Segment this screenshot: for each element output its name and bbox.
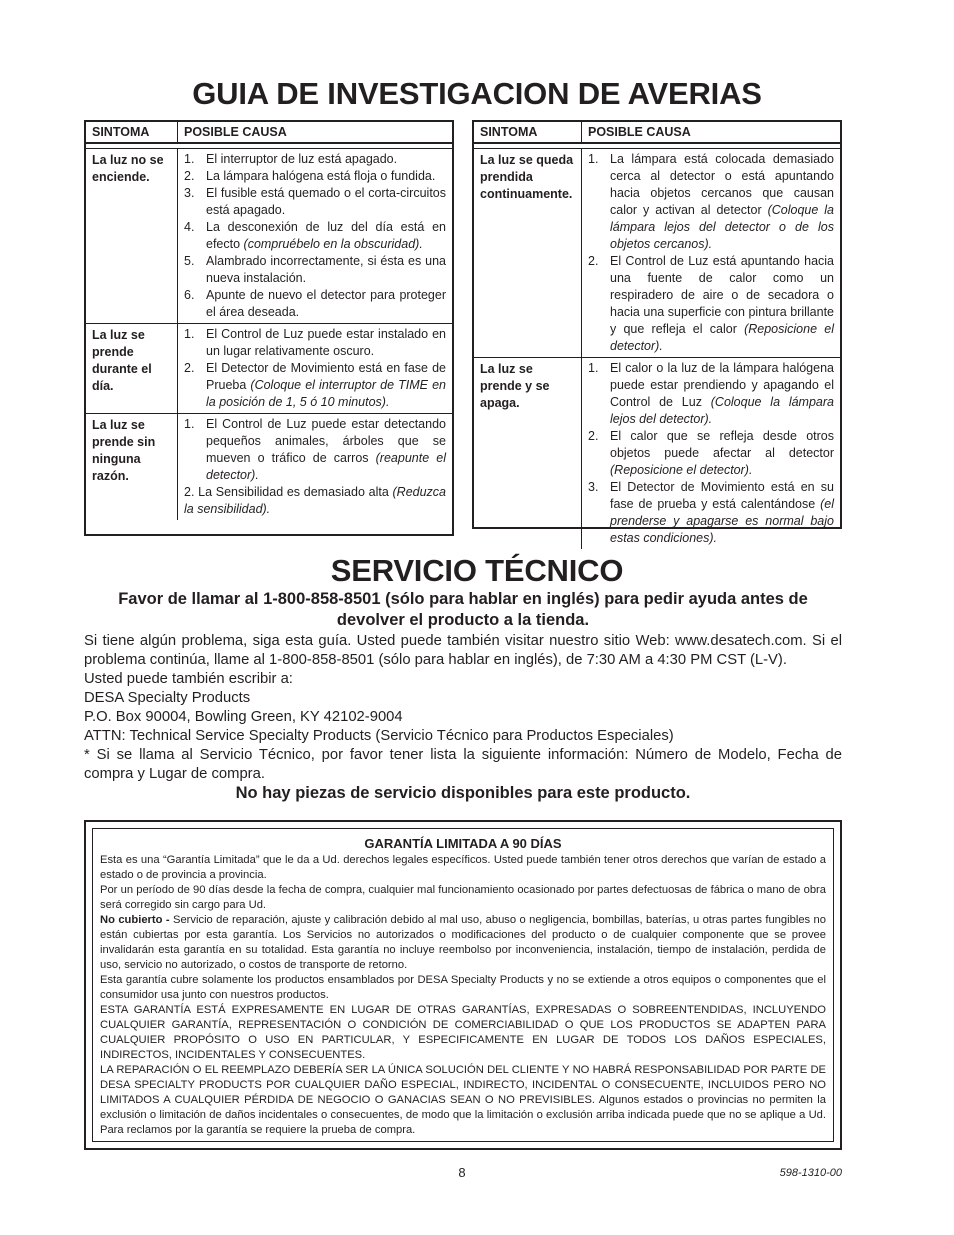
cause-text-wrap <box>610 253 834 355</box>
help-heading: Favor de llamar al 1-800-858-8501 (sólo para hablar en inglés) para pedir ayuda antes de devolver el producto a la tienda. <box>118 590 808 629</box>
table-header <box>474 122 840 144</box>
cause-item <box>184 253 446 287</box>
symptom-cell: La luz se prende y se apaga. <box>474 358 582 549</box>
table-row <box>474 358 840 549</box>
cause-number: 1. <box>184 327 195 341</box>
cause-text-wrap <box>610 428 834 479</box>
cause-remedy: (Coloque la lámpara lejos del detector o de los objetos cercanos). <box>610 203 834 251</box>
causes-cell <box>178 414 452 520</box>
symptom-header: SINTOMA <box>474 122 582 142</box>
cause-number: 2. <box>184 169 195 183</box>
address-pobox: P.O. Box 90004, Bowling Green, KY 42102-9004 <box>84 709 403 725</box>
cause-text-wrap <box>206 151 446 168</box>
cause-text-wrap <box>610 479 834 547</box>
causes-cell <box>178 324 452 413</box>
service-title: SERVICIO TÉCNICO <box>330 553 624 588</box>
cause-number: 1. <box>588 152 599 166</box>
service-paragraph: Si tiene algún problema, siga esta guía. Usted puede también visitar nuestro sitio Web: www.desatech.com. Si el problema continúa, llame al 1-800-858-8501 (sólo para hablar en inglés), de 7:30 AM a 4:30 PM CST (L-V). <box>84 633 842 668</box>
warranty-paragraph: Esta garantía cubre solamente los productos ensamblados por DESA Specialty Products y no se extiende a otros equipos o componentes que el consumidor usa junto con nuestros productos. <box>100 974 826 1001</box>
cause-text-wrap <box>610 151 834 253</box>
document-code: 598-1310-00 <box>779 1167 842 1179</box>
cause-text-wrap <box>206 326 446 360</box>
cause-remedy: (Reduzca la sensibilidad). <box>184 485 446 516</box>
troubleshooting-table-right <box>472 120 842 545</box>
cause-item <box>184 151 446 168</box>
cause-text: El Detector de Movimiento está en su fase de prueba y está calentándose <box>610 480 834 511</box>
cause-header: POSIBLE CAUSA <box>588 125 691 139</box>
cause-item <box>184 360 446 411</box>
cause-item <box>184 287 446 321</box>
cause-number: 4. <box>184 220 195 234</box>
cause-item <box>588 360 834 428</box>
causes-cell <box>582 358 840 549</box>
symptom-cell: La luz no se enciende. <box>86 149 178 323</box>
cause-header: POSIBLE CAUSA <box>184 125 287 139</box>
address-company: DESA Specialty Products <box>84 690 251 706</box>
table-row <box>86 324 452 414</box>
causes-cell <box>582 149 840 357</box>
cause-remedy: (Coloque la lámpara lejos del detector). <box>610 395 834 426</box>
cause-number: 2. <box>588 429 599 443</box>
causes-cell <box>178 149 452 323</box>
warranty-paragraph: Esta es una “Garantía Limitada” que le da a Ud. derechos legales específicos. Usted puede también tener otros derechos que varían de estado a estado o de provincia a provincia. <box>100 854 826 881</box>
cause-text: El Detector de Movimiento está en fase de Prueba <box>206 361 446 392</box>
cause-text-wrap <box>610 360 834 428</box>
cause-number: 6. <box>184 288 195 302</box>
call-note: * Si se llama al Servicio Técnico, por favor tener lista la siguiente información: Número de Modelo, Fecha de compra y Lugar de compra. <box>84 747 842 782</box>
cause-text: El interruptor de luz está apagado. <box>206 152 398 166</box>
cause-item <box>184 185 446 219</box>
troubleshooting-table-left <box>84 120 454 536</box>
page-title: GUIA DE INVESTIGACION DE AVERIAS <box>192 76 762 111</box>
not-covered-text: Servicio de reparación, ajuste y calibración debido al mal uso, abuso o negligencia, bombillas, baterías, u otras partes fungibles no están cubiertas por esta garantía. Los Servicios no autorizados o modificaciones del producto o de cualquier componente que se provee invalidarán esta garantía en su totalidad. Esta garantía no incluye reembolso por inconveniencia, instalación, tiempo de instalación, perdida de uso, servicio no autorizado, o costos de transporte de retorno. <box>100 914 826 971</box>
service-info <box>84 632 842 784</box>
warranty-box <box>84 820 842 1150</box>
cause-remedy: (Coloque el interruptor de TIME en la posición de 1, 5 ó 10 minutos). <box>206 378 446 409</box>
table-header <box>86 122 452 144</box>
cause-text: El calor o la luz de la lámpara halógena puede estar prendiendo y apagando el Control de Luz <box>610 361 834 409</box>
warranty-inner-frame <box>92 828 834 1142</box>
cause-item <box>588 479 834 547</box>
cause-number: 5. <box>184 254 195 268</box>
cause-item <box>184 219 446 253</box>
table-row <box>474 149 840 358</box>
cause-text-wrap <box>206 168 446 185</box>
cause-text: El Control de Luz puede estar detectando pequeños animales, árboles que se mueven o tráfico de carros <box>206 417 446 465</box>
cause-number: 3. <box>588 480 599 494</box>
cause-number: 2. <box>184 361 195 375</box>
cause-text-wrap <box>206 360 446 411</box>
cause-text: El Control de Luz está apuntando hacia una fuente de calor como un respiradero de aire o de secadora o hacia una superficie con pintura brillante y que refleja el calor <box>610 254 834 336</box>
warranty-paragraph: ESTA GARANTÍA ESTÁ EXPRESAMENTE EN LUGAR DE OTRAS GARANTÍAS, EXPRESADAS O SOBREENTENDIDAS, INCLUYENDO CUALQUIER GARANTÍA, REPRESENTACIÓN O CONDICIÓN DE COMERCIABILIDAD O QUE LOS PRODUCTOS SE ADAPTEN PARA CUALQUIER PROPÓSITO O USO EN PARTICULAR, Y ESPECIFICAMENTE EN LUGAR DE TODOS LOS DAÑOS ESPECIALES, INDIRECTOS, INCIDENTALES Y CONSECUENTES. <box>100 1004 826 1061</box>
cause-remedy: (Reposicione el detector). <box>610 322 834 353</box>
cause-text: Alambrado incorrectamente, si ésta es una nueva instalación. <box>206 254 446 285</box>
cause-text: El fusible está quemado o el corta-circuitos está apagado. <box>206 186 446 217</box>
cause-text-wrap <box>206 185 446 219</box>
warranty-title: GARANTÍA LIMITADA A 90 DÍAS <box>364 836 562 851</box>
cause-text: Apunte de nuevo el detector para proteger el área deseada. <box>206 288 446 319</box>
cause-text: El calor que se refleja desde otros objetos puede afectar al detector <box>610 429 834 460</box>
cause-text-wrap <box>206 219 446 253</box>
cause-item <box>184 416 446 484</box>
cause-remedy: (Reposicione el detector). <box>610 463 753 477</box>
cause-text-wrap <box>184 484 446 518</box>
cause-item <box>588 428 834 479</box>
cause-item <box>588 253 834 355</box>
table-rows <box>86 149 452 520</box>
cause-text-wrap <box>206 287 446 321</box>
address-attn: ATTN: Technical Service Specialty Products (Servicio Técnico para Productos Especiales) <box>84 728 674 744</box>
cause-number: 1. <box>588 361 599 375</box>
cause-number: 2. <box>588 254 599 268</box>
cause-number: 1. <box>184 152 195 166</box>
cause-text: La desconexión de luz del día está en efecto <box>206 220 446 251</box>
cause-item <box>184 326 446 360</box>
table-row <box>86 149 452 324</box>
cause-text: La lámpara está colocada demasiado cerca al detector o está apuntando hacia objetos cercanos que causan calor y activan al detector <box>610 152 834 217</box>
cause-number: 3. <box>184 186 195 200</box>
cause-remedy: (el prenderse y apagarse es normal bajo estas condiciones). <box>610 497 834 545</box>
page-number: 8 <box>458 1165 466 1180</box>
symptom-header: SINTOMA <box>86 122 178 142</box>
no-parts-notice: No hay piezas de servicio disponibles para este producto. <box>235 784 691 802</box>
cause-number: 1. <box>184 417 195 431</box>
cause-remedy: (compruébelo en la obscuridad). <box>243 237 423 251</box>
cause-item <box>184 484 446 518</box>
cause-remedy: (reapunte el detector). <box>206 451 446 482</box>
symptom-cell: La luz se prende sin ninguna razón. <box>86 414 178 520</box>
table-row <box>86 414 452 520</box>
symptom-cell: La luz se queda prendida continuamente. <box>474 149 582 357</box>
cause-item <box>588 151 834 253</box>
cause-item <box>184 168 446 185</box>
cause-text: La lámpara halógena está floja o fundida. <box>206 169 436 183</box>
cause-text-wrap <box>206 253 446 287</box>
cause-text: 2. La Sensibilidad es demasiado alta <box>184 485 393 499</box>
cause-text-wrap <box>206 416 446 484</box>
symptom-cell: La luz se prende durante el día. <box>86 324 178 413</box>
warranty-paragraph: Por un período de 90 días desde la fecha de compra, cualquier mal funcionamiento ocasionado por partes defectuosas de fábrica o mano de obra será corregido sin cargo para Ud. <box>100 884 826 911</box>
write-line: Usted puede también escribir a: <box>84 671 293 687</box>
warranty-paragraph-not-covered <box>100 913 826 973</box>
warranty-paragraph: LA REPARACIÓN O EL REEMPLAZO DEBERÍA SER LA ÚNICA SOLUCIÓN DEL CLIENTE Y NO HABRÁ RESPONSABILIDAD POR PARTE DE DESA SPECIALTY PRODUCTS POR CUALQUIER DAÑO ESPECIAL, INDIRECTO, INCIDENTAL O CONSECUENTE, INCLUIDOS PERO NO LIMITADOS A CUALQUIER PÉRDIDA DE NEGOCIO O GANACIAS SEAN O NO PREVISIBLES. Algunos estados o provincias no permiten la exclusión o limitación de daños incidentales o consecuentes, de modo que la limitación o exclusión arriba indicada puede que no se aplique a Ud. Para reclamos por la garantía se requiere la prueba de compra. <box>100 1064 826 1136</box>
table-rows <box>474 149 840 549</box>
not-covered-label: No cubierto - <box>100 914 173 926</box>
cause-text: El Control de Luz puede estar instalado en un lugar relativamente oscuro. <box>206 327 446 358</box>
